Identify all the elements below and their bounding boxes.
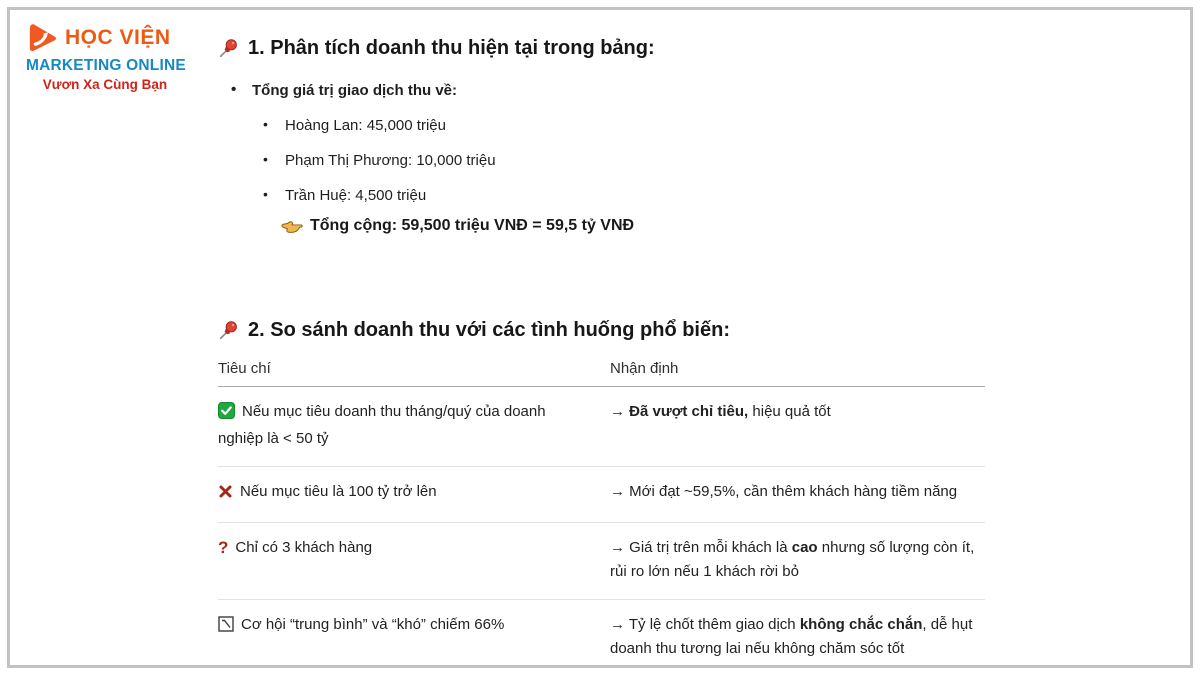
table-row [218,387,985,466]
table-row [218,466,985,522]
criteria-cell [218,613,610,661]
assessment-text: , dễ hụt doanh thu tương lai nếu không chăm sóc tốt [610,616,973,657]
logo-tagline: Vươn Xa Cùng Bạn [42,77,168,92]
assessment-cell [610,613,985,661]
criteria-cell [218,536,610,584]
criteria-text: Cơ hội “trung bình” và “khó” chiếm 66% [241,616,505,633]
lead-bullet: • Tổng giá trị giao dịch thu về: [218,82,988,99]
logo-title: HỌC VIỆN [65,26,171,49]
criteria-cell [218,400,610,451]
assessment-bold-text: không chắc chắn [799,616,923,633]
assessment-bold-text: Đã vượt chỉ tiêu, [629,403,749,420]
assessment-text: nhưng số lượng còn ít, rủi ro lớn nếu 1 khách rời bỏ [610,539,975,580]
comparison-table [218,360,985,676]
assessment-text: → Giá trị trên mỗi khách là [610,539,792,556]
column-header-criteria: Tiêu chí [218,360,271,377]
assessment-cell [610,400,985,451]
logo-subtitle: MARKETING ONLINE [26,57,186,74]
section1-title: 1. Phân tích doanh thu hiện tại trong bảng: [248,37,655,59]
section1-heading [218,34,988,62]
column-header-assessment: Nhận định [610,360,679,377]
table-header-row [218,360,985,387]
play-arrow-logo-icon [26,20,60,56]
check-icon [218,402,235,427]
assessment-text: → Tỷ lệ chốt thêm giao dịch [610,616,800,633]
question-icon: ? [218,538,229,557]
table-row [218,599,985,676]
assessment-cell [610,480,985,507]
list-item: • Trần Huệ: 4,500 triệu [218,187,988,204]
pointing-hand-icon [280,218,303,234]
total-line [218,217,988,235]
brand-logo [26,20,184,92]
table-row [218,522,985,599]
cross-icon [218,483,233,507]
section-revenue-comparison [218,316,985,676]
assessment-text: → Mới đạt ~59,5%, cần thêm khách hàng tiềm năng [610,483,958,500]
criteria-cell [218,480,610,507]
list-item: • Phạm Thị Phương: 10,000 triệu [218,152,988,169]
criteria-text: Chỉ có 3 khách hàng [235,539,373,556]
assessment-text: hiệu quả tốt [748,403,831,420]
total-text: Tổng cộng: 59,500 triệu VNĐ = 59,5 tỷ VNĐ [310,217,635,234]
pushpin-icon [218,319,240,341]
list-item: • Hoàng Lan: 45,000 triệu [218,117,988,134]
section2-heading [218,316,985,344]
criteria-text: Nếu mục tiêu là 100 tỷ trở lên [240,483,437,500]
assessment-cell [610,536,985,584]
criteria-text: Nếu mục tiêu doanh thu tháng/quý của doanh nghiệp là < 50 tỷ [218,403,546,447]
pushpin-icon [218,37,240,59]
chart-down-icon [218,616,234,640]
assessment-bold-text: cao [791,539,818,556]
section2-title: 2. So sánh doanh thu với các tình huống phổ biến: [248,319,730,341]
assessment-text: → [610,403,630,420]
section-revenue-analysis [218,34,988,235]
